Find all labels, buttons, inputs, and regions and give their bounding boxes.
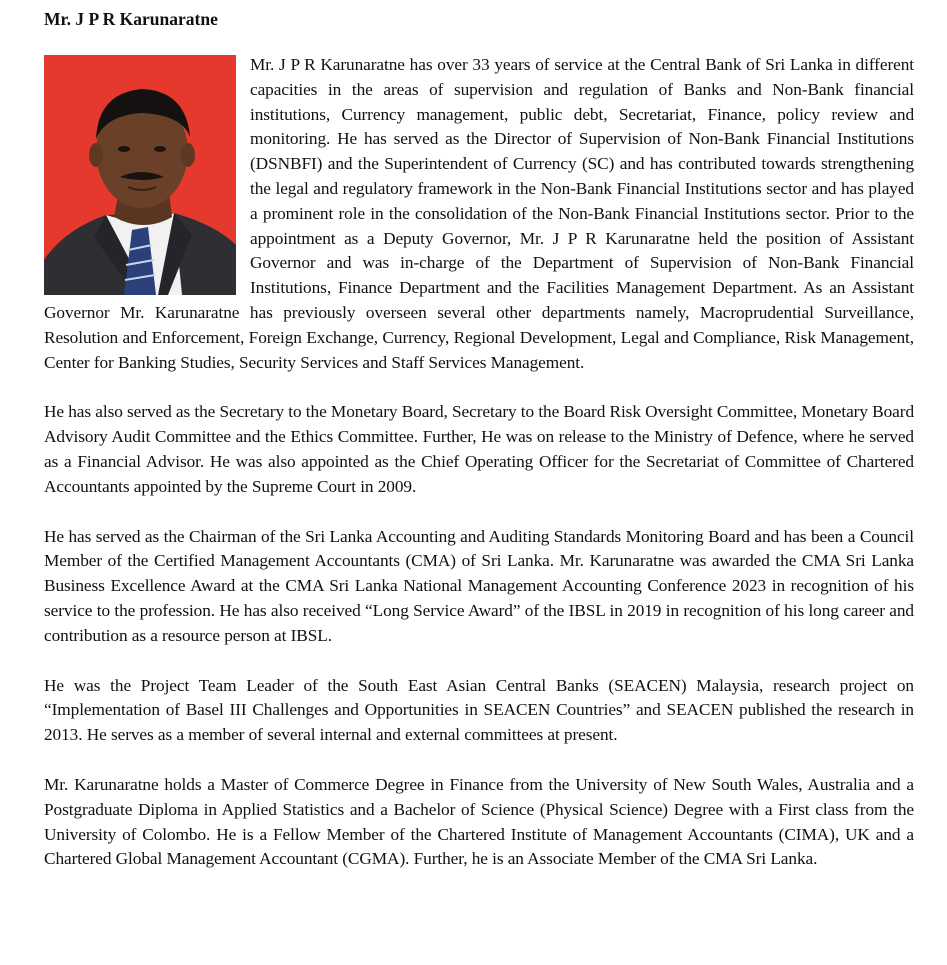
profile-photo xyxy=(44,55,236,295)
bio-paragraph-2: He has also served as the Secretary to the Monetary Board, Secretary to the Board Risk Oversight Committee, Monetary Board Advisory Audit Committee and the Ethics Committee. Further, He was on release to the Ministry of Defence, where he served as a Financial Advisor. He was also appointed as the Chief Operating Officer for the Secretariat of Committee of Chartered Accountants appointed by the Supreme Court in 2009. xyxy=(44,402,914,496)
bio-paragraph-5: Mr. Karunaratne holds a Master of Commerce Degree in Finance from the University of New South Wales, Australia and a Postgraduate Diploma in Applied Statistics and a Bachelor of Science (Physical Science) Degree with a First class from the University of Colombo. He is a Fellow Member of the Chartered Institute of Management Accountants (CIMA), UK and a Chartered Global Management Accountant (CGMA). Further, he is an Associate Member of the CMA Sri Lanka. xyxy=(44,774,914,869)
bio-paragraph-3: He has served as the Chairman of the Sri Lanka Accounting and Auditing Standards Monitoring Board and has been a Council Member of the Certified Management Accountants (CMA) of Sri Lanka. Mr. Karunaratne was awarded the CMA Sri Lanka Business Excellence Award at the CMA Sri Lanka National Management Accounting Conference 2023 in recognition of his service to the profession. He has also received “Long Service Award” of the IBSL in 2019 in recognition of his long career and contribution as a resource person at IBSL. xyxy=(44,526,914,645)
profile-name-heading: Mr. J P R Karunaratne xyxy=(44,9,218,29)
profile-document xyxy=(44,8,914,897)
bio-paragraph-4: He was the Project Team Leader of the South East Asian Central Banks (SEACEN) Malaysia, research project on “Implementation of Basel III Challenges and Opportunities in SEACEN Countries” and SEACEN published the research in 2013. He serves as a member of several internal and external committees at present. xyxy=(44,675,914,745)
bio-paragraph-1: Mr. J P R Karunaratne has over 33 years of service at the Central Bank of Sri Lanka in different capacities in the areas of supervision and regulation of Banks and Non-Bank financial institutions, Currency management, public debt, Secretariat, Finance, policy review and monitoring. He has served as the Director of Supervision of Non-Bank Financial Institutions (DSNBFI) and the Superintendent of Currency (SC) and has contributed towards strengthening the legal and regulatory framework in the Non-Bank Financial Institutions sector and has played a prominent role in the consolidation of the Non-Bank Financial Institutions sector. Prior to the appointment as a Deputy Governor, Mr. J P R Karunaratne held the position of Assistant Governor and was in-charge of the Department of Supervision of Non-Bank Financial Institutions, Finance Department and the Facilities Management Department. As an Assistant Governor Mr. Karunaratne has previously overseen several other departments namely, Macroprudential Surveillance, Resolution and Enforcement, Foreign Exchange, Currency, Regional Development, Legal and Compliance, Risk Management, Center for Banking Studies, Security Services and Staff Services Management. xyxy=(44,55,914,372)
portrait-illustration xyxy=(44,55,236,295)
